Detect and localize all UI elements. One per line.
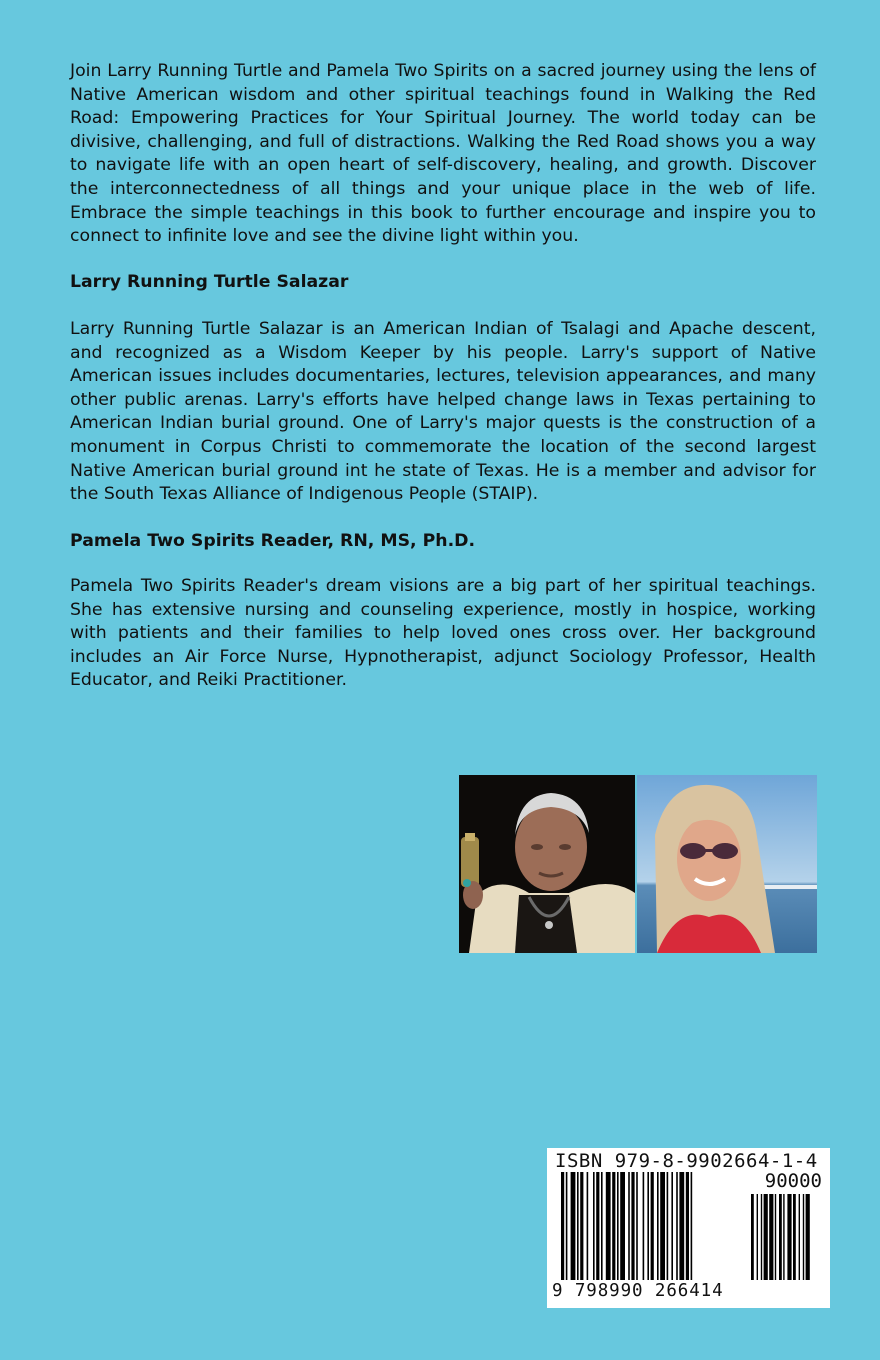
intro-paragraph (70, 60, 816, 249)
pamela-bio (70, 575, 816, 693)
pamela-bio-text: Pamela Two Spirits Reader's dream visions are a big part of her spiritual teachings. She has extensive nursing and counseling experience, mostly in hospice, working with patients and their families to help loved ones cross over. Her background includes an Air Force Nurse, Hypnotherapist, adjunct Sociology Professor, Health Educator, and Reiki Practitioner. (70, 576, 816, 691)
larry-portrait-illustration (459, 775, 635, 953)
price-code: 90000 (764, 1170, 822, 1192)
larry-photo (459, 775, 635, 953)
isbn-number: ISBN 979-8-9902664-1-4 (555, 1150, 818, 1172)
intro-text: Join Larry Running Turtle and Pamela Two Spirits on a sacred journey using the lens of Native American wisdom and other spiritual teachings found in Walking the Red Road: Empowering Practices for Your Spiritual Journey. The world today can be divisive, challenging, and full of distractions. Walking the Red Road shows you a way to navigate life with an open heart of self-discovery, healing, and growth. Discover the interconnectedness of all things and your unique place in the web of life. Embrace the simple teachings in this book to further encourage and inspire you to connect to infinite love and see the divine light within you. (70, 61, 816, 247)
larry-bio (70, 318, 816, 507)
barcode-bars (561, 1172, 821, 1284)
pamela-portrait-illustration (637, 775, 817, 953)
pamela-photo (637, 775, 817, 953)
larry-bio-text: Larry Running Turtle Salazar is an American Indian of Tsalagi and Apache descent, and recognized as a Wisdom Keeper by his people. Larry's support of Native American issues includes documentaries, lectures, television appearances, and many other public arenas. Larry's efforts have helped change laws in Texas pertaining to American Indian burial ground. One of Larry's major quests is the construction of a monument in Corpus Christi to commemorate the location of the second largest Native American burial ground int he state of Texas. He is a member and advisor for the South Texas Alliance of Indigenous People (STAIP). (70, 319, 816, 505)
isbn-barcode (547, 1148, 830, 1308)
larry-heading: Larry Running Turtle Salazar (70, 272, 349, 292)
ean-number: 9 798990 266414 (552, 1281, 724, 1301)
author-photos (459, 775, 817, 953)
pamela-heading: Pamela Two Spirits Reader, RN, MS, Ph.D. (70, 531, 476, 551)
